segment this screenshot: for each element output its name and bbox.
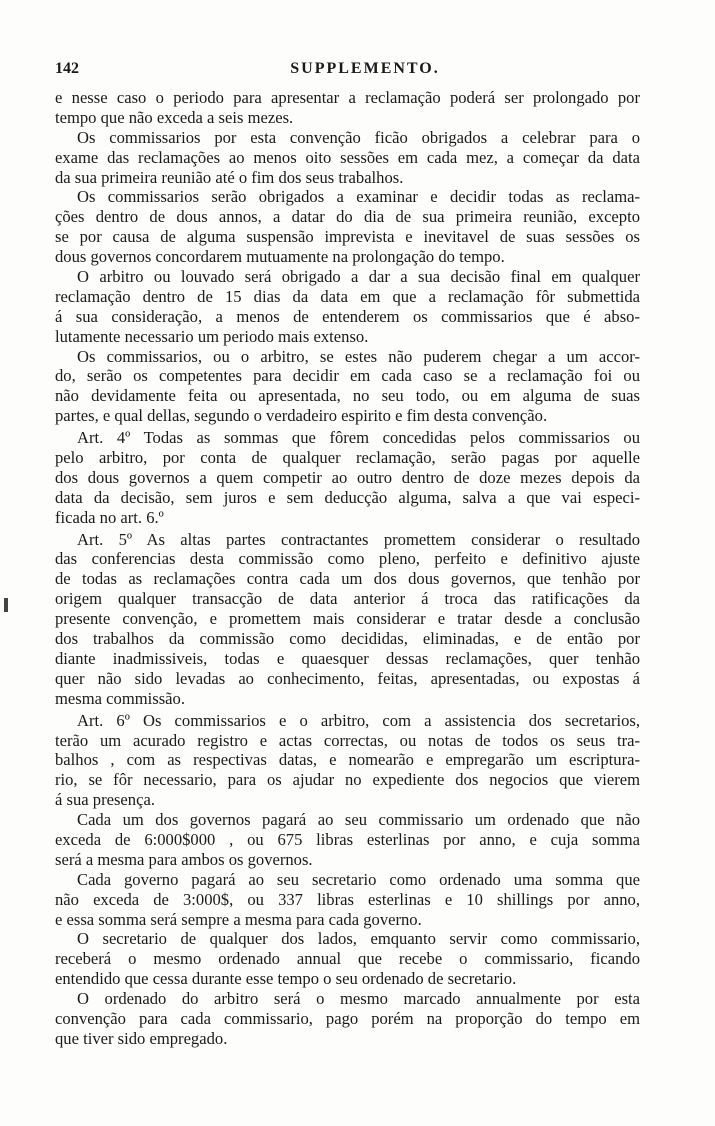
text-line: que tiver sido empregado. xyxy=(55,1028,228,1048)
text-line: lutamente necessario um periodo mais extenso. xyxy=(55,326,369,346)
paragraph xyxy=(55,530,640,709)
text-line: á sua presença. xyxy=(55,790,155,810)
text-line: Art. 5º As altas partes contractantes promettem considerar o resultado xyxy=(77,529,640,549)
text-line: não devidamente feita ou apresentada, no seu todo, ou em alguma de suas xyxy=(55,386,640,406)
text-line: do, serão os competentes para decidir em cada caso se a reclamação foi ou xyxy=(55,366,640,386)
paragraph xyxy=(55,929,640,989)
text-line: ções dentro de dous annos, a datar do dia de sua primeira reunião, excepto xyxy=(55,207,640,227)
text-line: rio, se fôr necessario, para os ajudar no expediente dos negocios que vierem xyxy=(55,770,640,790)
text-line: exame das reclamações ao menos oito sessões em cada mez, a começar da data xyxy=(55,147,640,167)
text-line: dos trabalhos da commissão como decididas, eliminadas, e de então por xyxy=(55,629,640,649)
text-line: reclamação dentro de 15 dias da data em que a reclamação fôr submettida xyxy=(55,286,640,306)
text-line: Os commissarios, ou o arbitro, se estes não puderem chegar a um accor- xyxy=(77,346,640,366)
text-line: receberá o mesmo ordenado annual que recebe o commissario, ficando xyxy=(55,949,640,969)
text-line: Cada um dos governos pagará ao seu commissario um ordenado que não xyxy=(77,810,640,830)
text-line: Art. 4º Todas as sommas que fôrem concedidas pelos commissarios ou xyxy=(77,428,640,448)
text-line: Cada governo pagará ao seu secretario como ordenado uma somma que xyxy=(77,869,640,889)
text-line: se por causa de alguma suspensão imprevista e inevitavel de suas sessões os xyxy=(55,227,640,247)
text-line: ficada no art. 6.º xyxy=(55,507,164,527)
text-line: entendido que cessa durante esse tempo o seu ordenado de secretario. xyxy=(55,969,517,989)
text-line: e nesse caso o periodo para apresentar a reclamação poderá ser prolongado por xyxy=(55,88,640,107)
paragraph xyxy=(55,989,640,1049)
paragraph xyxy=(55,870,640,930)
text-line: partes, e qual dellas, segundo o verdadeiro espirito e fim desta convenção. xyxy=(55,406,548,426)
text-line: pelo arbitro, por conta de qualquer reclamação, serão pagas por aquelle xyxy=(55,448,640,468)
text-line: dos dous governos a quem competir ao outro dentro de doze mezes depois da xyxy=(55,467,640,487)
text-line: data da decisão, sem juros e sem deducção alguma, salva a que vai especi- xyxy=(55,487,640,507)
text-line: mesma commissão. xyxy=(55,688,185,708)
text-line: dous governos concordarem mutuamente na prolongação do tempo. xyxy=(55,247,505,267)
text-line: Os commissarios serão obrigados a examinar e decidir todas as reclama- xyxy=(77,187,640,207)
paragraph xyxy=(55,347,640,427)
text-line: exceda de 6:000$000 , ou 675 libras esterlinas por anno, e cuja somma xyxy=(55,829,640,849)
text-line: O arbitro ou louvado será obrigado a dar a sua decisão final em qualquer xyxy=(77,267,640,287)
text-line: tempo que não exceda a seis mezes. xyxy=(55,107,294,127)
text-line: terão um acurado registro e actas correctas, ou notas de todos os seus tra- xyxy=(55,730,640,750)
page-number: 142 xyxy=(55,60,79,77)
text-line: não exceda de 3:000$, ou 337 libras esterlinas e 10 shillings por anno, xyxy=(55,889,640,909)
text-line: origem qualquer transacção de data anterior á troca das ratificações da xyxy=(55,589,640,609)
text-line: diante inadmissiveis, todas e quaesquer dessas reclamações, quer tenhão xyxy=(55,648,640,668)
text-line: O secretario de qualquer dos lados, emquanto servir como commissario, xyxy=(77,929,640,949)
text-line: á sua consideração, a menos de entenderem os commissarios que é abso- xyxy=(55,306,640,326)
paragraph xyxy=(55,428,640,527)
paragraph xyxy=(55,711,640,810)
text-line: quer não sido levadas ao conhecimento, feitas, apresentadas, ou expostas á xyxy=(55,668,640,688)
paragraph xyxy=(55,810,640,870)
text-line: das conferencias desta commissão como pleno, perfeito e definitivo ajuste xyxy=(55,549,640,569)
text-line: de todas as reclamações contra cada um dos dous governos, que tenhão por xyxy=(55,569,640,589)
text-line: e essa somma será sempre a mesma para cada governo. xyxy=(55,909,422,929)
text-line: da sua primeira reunião até o fim dos seus trabalhos. xyxy=(55,167,404,187)
document-body xyxy=(55,88,640,1049)
running-header-title: SUPPLEMENTO. xyxy=(290,60,440,77)
paragraph xyxy=(55,88,640,128)
text-line: será a mesma para ambos os governos. xyxy=(55,849,313,869)
paragraph xyxy=(55,187,640,267)
paragraph xyxy=(55,128,640,188)
text-line: O ordenado do arbitro será o mesmo marcado annualmente por esta xyxy=(77,989,640,1009)
text-line: presente convenção, e promettem mais considerar e tratar desde a conclusão xyxy=(55,609,640,629)
text-line: convenção para cada commissario, pago porém na proporção do tempo em xyxy=(55,1008,640,1028)
text-line: Os commissarios por esta convenção ficão obrigados a celebrar para o xyxy=(77,127,640,147)
text-line: Art. 6º Os commissarios e o arbitro, com a assistencia dos secretarios, xyxy=(77,710,640,730)
margin-mark xyxy=(4,598,8,612)
paragraph xyxy=(55,267,640,347)
text-line: balhos , com as respectivas datas, e nomearão e empregarão um escriptura- xyxy=(55,750,640,770)
